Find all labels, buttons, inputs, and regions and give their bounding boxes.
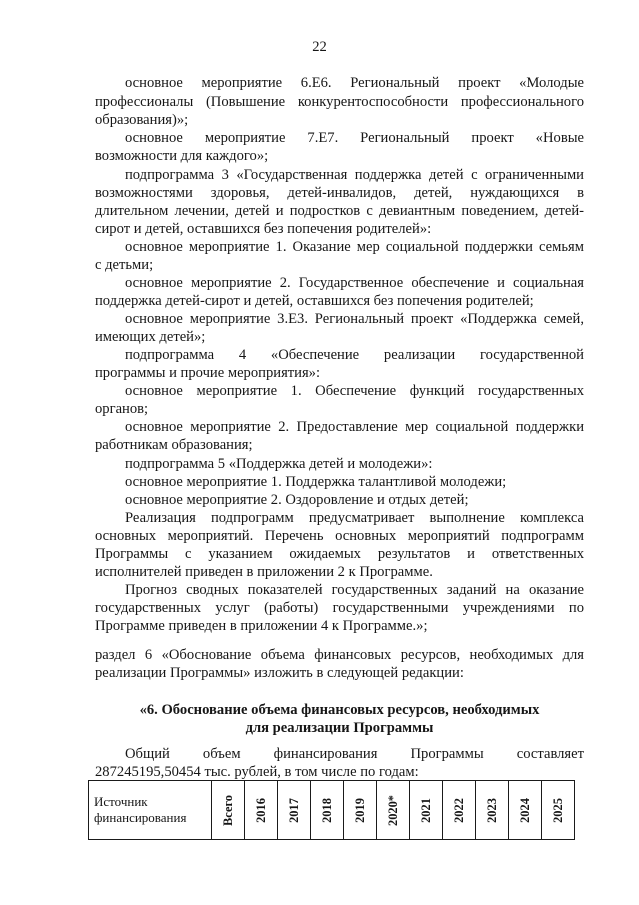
body-line: основное мероприятие 1. Оказание мер социальной поддержки семьям <box>125 239 584 255</box>
body-line: подпрограмма 3 «Государственная поддержка детей с ограниченными <box>125 167 584 183</box>
body-line: государственных услуг (работы) государственными учреждениями по <box>95 600 584 616</box>
table-header-year: 2016 <box>245 781 278 840</box>
body-line: программы и прочие мероприятия»: <box>95 365 321 381</box>
total-funding-text: Общий объем финансирования Программы составляет <box>125 746 584 762</box>
body-line: основное мероприятие 2. Предоставление мер социальной поддержки <box>125 419 584 435</box>
body-line: подпрограмма 5 «Поддержка детей и молодежи»: <box>125 456 433 472</box>
body-line: образования)»; <box>95 112 189 128</box>
body-line: поддержка детей-сирот и детей, оставшихся без попечения родителей; <box>95 293 534 309</box>
table-header-year: 2024 <box>509 781 542 840</box>
table-header-year: 2025 <box>542 781 575 840</box>
table-header-year: 2019 <box>344 781 377 840</box>
body-line: основное мероприятие 3.Е3. Региональный проект «Поддержка семей, <box>125 311 584 327</box>
table-header-year: 2020* <box>377 781 410 840</box>
body-line: органов; <box>95 401 149 417</box>
section-heading: «6. Обоснование объема финансовых ресурсов, необходимых <box>139 702 540 718</box>
table-header-source: Источник финансирования <box>89 781 212 840</box>
body-line: возможностями здоровья, детей-инвалидов, детей, нуждающихся в <box>95 185 584 201</box>
body-line: сирот и детей, оставшихся без попечения родителей»: <box>95 221 432 237</box>
body-line: основное мероприятие 6.Е6. Региональный проект «Молодые <box>125 75 584 91</box>
body-line: раздел 6 «Обоснование объема финансовых ресурсов, необходимых для <box>95 647 584 663</box>
table-header-year: 2022 <box>443 781 476 840</box>
body-line: Программе приведен в приложении 4 к Программе.»; <box>95 618 428 634</box>
table-header-row <box>89 781 575 840</box>
table-header-total: Всего <box>212 781 245 840</box>
table-header-year: 2021 <box>410 781 443 840</box>
body-line: основное мероприятие 2. Оздоровление и отдых детей; <box>125 492 469 508</box>
body-line: реализации Программы» изложить в следующей редакции: <box>95 665 464 681</box>
body-line: основное мероприятие 2. Государственное обеспечение и социальная <box>125 275 584 291</box>
body-line: Реализация подпрограмм предусматривает выполнение комплекса <box>125 510 584 526</box>
body-line: возможности для каждого»; <box>95 148 269 164</box>
table-header-year: 2018 <box>311 781 344 840</box>
body-line: основных мероприятий. Перечень основных мероприятий подпрограмм <box>95 528 584 544</box>
body-line: Программы с указанием ожидаемых результатов и ответственных <box>95 546 584 562</box>
section-heading: для реализации Программы <box>245 720 434 736</box>
body-line: имеющих детей»; <box>95 329 206 345</box>
body-line: Прогноз сводных показателей государственных заданий на оказание <box>125 582 584 598</box>
financing-table <box>88 780 575 840</box>
body-line: профессионалы (Повышение конкурентоспособности профессионального <box>95 94 584 110</box>
body-line: с детьми; <box>95 257 154 273</box>
body-line: основное мероприятие 7.Е7. Региональный проект «Новые <box>125 130 584 146</box>
body-line: основное мероприятие 1. Обеспечение функций государственных <box>125 383 584 399</box>
body-line: основное мероприятие 1. Поддержка талантливой молодежи; <box>125 474 507 490</box>
table-header-year: 2023 <box>476 781 509 840</box>
total-funding-text: 287245195,50454 тыс. рублей, в том числе по годам: <box>95 764 419 780</box>
body-line: работникам образования; <box>95 437 253 453</box>
table-header-year: 2017 <box>278 781 311 840</box>
body-line: подпрограмма 4 «Обеспечение реализации государственной <box>125 347 584 363</box>
body-line: исполнителей приведен в приложении 2 к Программе. <box>95 564 433 580</box>
page-number: 22 <box>312 39 327 55</box>
body-line: длительном лечении, детей и подростков с девиантным поведением, детей- <box>95 203 584 219</box>
